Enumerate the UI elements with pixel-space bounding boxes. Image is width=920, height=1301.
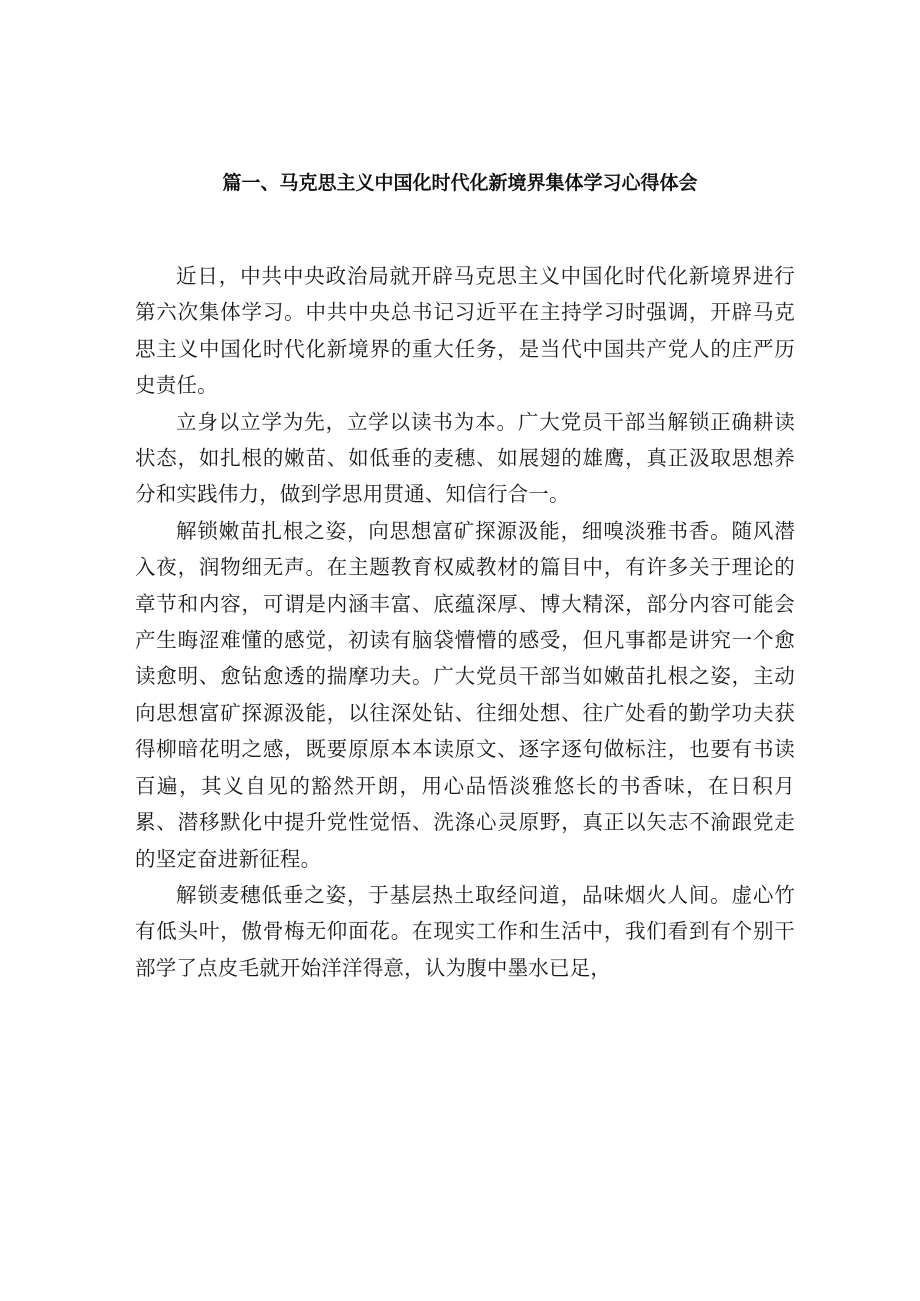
document-title: 篇一、马克思主义中国化时代化新境界集体学习心得体会 bbox=[222, 172, 698, 194]
paragraph-2: 立身以立学为先，立学以读书为本。广大党员干部当解锁正确耕读状态，如扎根的嫩苗、如低垂的麦穗、如展翅的雄鹰，真正汲取思想养分和实践伟力，做到学思用贯通、知信行合一。 bbox=[135, 409, 795, 507]
paragraph-1: 近日，中共中央政治局就开辟马克思主义中国化时代化新境界进行第六次集体学习。中共中央总书记习近平在主持学习时强调，开辟马克思主义中国化时代化新境界的重大任务，是当代中国共产党人的庄严历史责任。 bbox=[135, 264, 795, 398]
paragraph-4: 解锁麦穗低垂之姿，于基层热土取经问道，品味烟火人间。虚心竹有低头叶，傲骨梅无仰面花。在现实工作和生活中，我们看到有个别干部学了点皮毛就开始洋洋得意，认为腹中墨水已足， bbox=[135, 882, 795, 980]
paragraph-3: 解锁嫩苗扎根之姿，向思想富矿探源汲能，细嗅淡雅书香。随风潜入夜，润物细无声。在主题教育权威教材的篇目中，有许多关于理论的章节和内容，可谓是内涵丰富、底蕴深厚、博大精深，部分内容可能会产生晦涩难懂的感觉，初读有脑袋懵懵的感受，但凡事都是讲究一个愈读愈明、愈钻愈透的揣摩功夫。广大党员干部当如嫩苗扎根之姿，主动向思想富矿探源汲能，以往深处钻、往细处想、往广处看的勤学功夫获得柳暗花明之感，既要原原本本读原文、逐字逐句做标注，也要有书读百遍，其义自见的豁然开朗，用心品悟淡雅悠长的书香味，在日积月累、潜移默化中提升党性觉悟、洗涤心灵原野，真正以矢志不渝跟党走的坚定奋进新征程。 bbox=[135, 518, 795, 871]
document-body bbox=[135, 258, 795, 986]
